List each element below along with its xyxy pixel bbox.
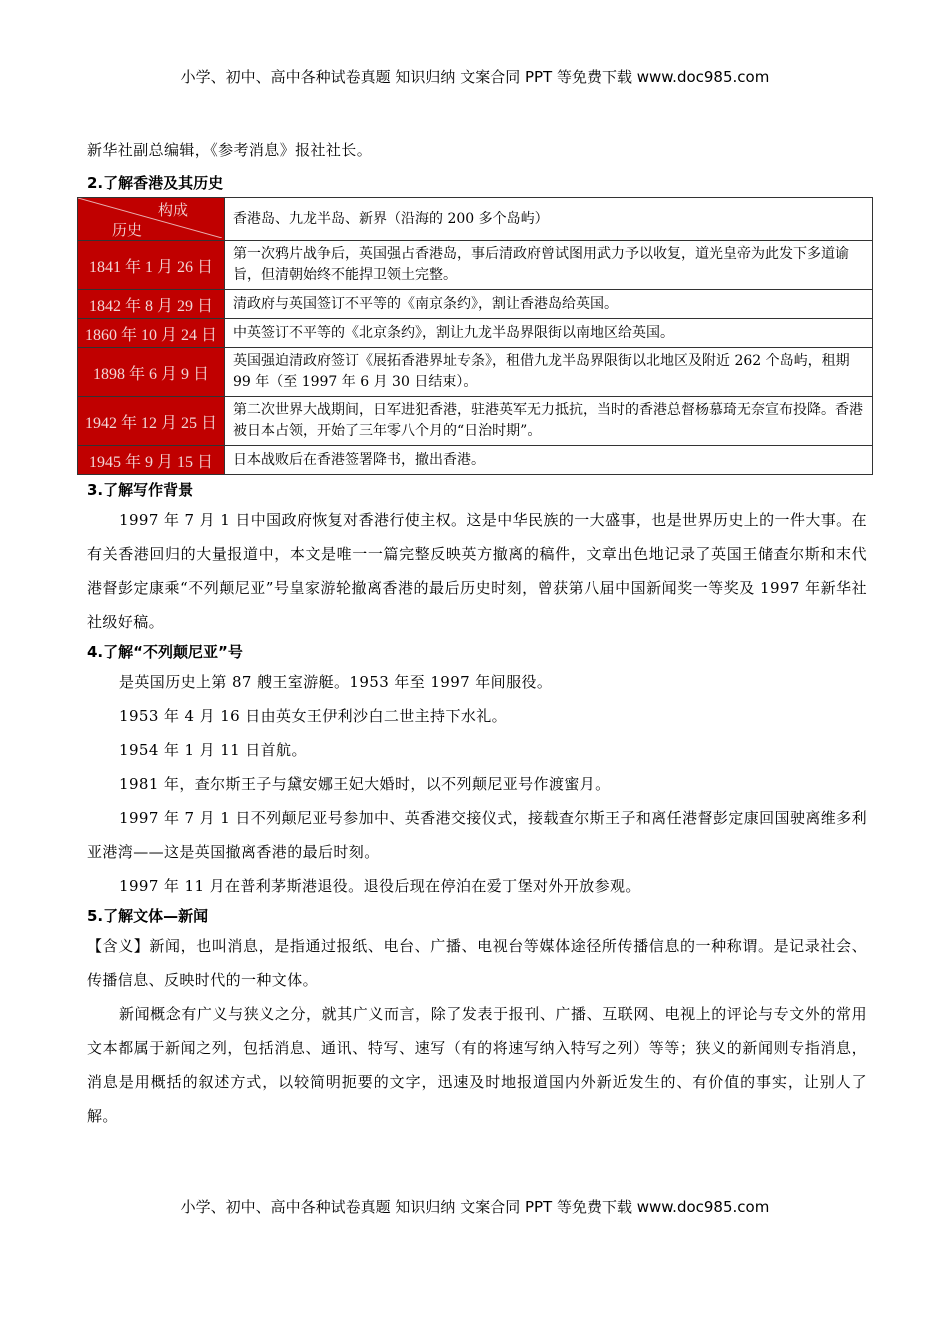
table-row (78, 446, 873, 475)
section-4-title: 4.了解“不列颠尼亚”号 (87, 643, 243, 661)
section-2-title: 2.了解香港及其历史 (87, 174, 224, 192)
section-3-title: 3.了解写作背景 (87, 481, 194, 499)
date-cell: 1942 年 12 月 25 日 (78, 397, 225, 446)
britannia-paragraph: 1997 年 7 月 1 日不列颠尼亚号参加中、英香港交接仪式，接载查尔斯王子和离任港督彭定康回国驶离维多利亚港湾——这是英国撤离香港的最后时刻。 (87, 809, 867, 861)
table-row (78, 348, 873, 397)
date-cell: 1898 年 6 月 9 日 (78, 348, 225, 397)
composition-cell: 香港岛、九龙半岛、新界（沿海的 200 多个岛屿） (225, 198, 873, 241)
table-corner-cell (78, 198, 225, 241)
britannia-paragraph: 1997 年 11 月在普利茅斯港退役。退役后现在停泊在爱丁堡对外开放参观。 (119, 877, 641, 895)
corner-label-bottom: 历史 (112, 221, 143, 239)
date-cell: 1860 年 10 月 24 日 (78, 319, 225, 348)
date-cell: 1945 年 9 月 15 日 (78, 446, 225, 475)
event-cell: 英国强迫清政府签订《展拓香港界址专条》，租借九龙半岛界限街以北地区及附近 262 个岛屿，租期 99 年（至 1997 年 6 月 30 日结束）。 (225, 348, 873, 397)
event-cell: 第二次世界大战期间，日军进犯香港，驻港英军无力抵抗，当时的香港总督杨慕琦无奈宣布投降。香港被日本占领，开始了三年零八个月的“日治时期”。 (225, 397, 873, 446)
section-3-paragraph: 1997 年 7 月 1 日中国政府恢复对香港行使主权。这是中华民族的一大盛事，也是世界历史上的一件大事。在有关香港回归的大量报道中，本文是唯一一篇完整反映英方撤离的稿件，文章出色地记录了英国王储查尔斯和末代港督彭定康乘“不列颠尼亚”号皇家游轮撤离香港的最后历史时刻，曾获第八届中国新闻奖一等奖及 1997 年新华社社级好稿。 (87, 511, 867, 631)
corner-label-top: 构成 (157, 201, 188, 219)
news-concept-paragraph: 新闻概念有广义与狭义之分，就其广义而言，除了发表于报刊、广播、互联网、电视上的评论与专文外的常用文本都属于新闻之列，包括消息、通讯、特写、速写（有的将速写纳入特写之列）等等；狭义的新闻则专指消息，消息是用概括的叙述方式，以较简明扼要的文字，迅速及时地报道国内外新近发生的、有价值的事实，让别人了解。 (87, 1005, 867, 1125)
event-cell: 清政府与英国签订不平等的《南京条约》，割让香港岛给英国。 (225, 290, 873, 319)
document-body (84, 0, 867, 1133)
diagonal-divider-icon (78, 198, 222, 238)
intro-line: 新华社副总编辑，《参考消息》报社社长。 (87, 141, 373, 159)
event-cell: 中英签订不平等的《北京条约》，割让九龙半岛界限街以南地区给英国。 (225, 319, 873, 348)
britannia-paragraph: 1981 年，查尔斯王子与黛安娜王妃大婚时，以不列颠尼亚号作渡蜜月。 (119, 775, 611, 793)
section-5-title: 5.了解文体—新闻 (87, 907, 209, 925)
britannia-paragraph: 是英国历史上第 87 艘王室游艇。1953 年至 1997 年间服役。 (119, 673, 553, 691)
news-definition: 【含义】新闻，也叫消息，是指通过报纸、电台、广播、电视台等媒体途径所传播信息的一种称谓。是记录社会、传播信息、反映时代的一种文体。 (87, 937, 867, 989)
event-cell: 第一次鸦片战争后，英国强占香港岛，事后清政府曾试图用武力予以收复，道光皇帝为此发下多道谕旨，但清朝始终不能捍卫领土完整。 (225, 241, 873, 290)
date-cell: 1842 年 8 月 29 日 (78, 290, 225, 319)
event-cell: 日本战败后在香港签署降书，撤出香港。 (225, 446, 873, 475)
hongkong-history-table (77, 197, 873, 475)
table-row (78, 241, 873, 290)
table-row (78, 198, 873, 241)
table-row (78, 397, 873, 446)
britannia-paragraph: 1953 年 4 月 16 日由英女王伊利沙白二世主持下水礼。 (119, 707, 508, 725)
date-cell: 1841 年 1 月 26 日 (78, 241, 225, 290)
table-row (78, 290, 873, 319)
page-footer: 小学、初中、高中各种试卷真题 知识归纳 文案合同 PPT 等免费下载 www.doc985.com (180, 1198, 770, 1216)
britannia-paragraph: 1954 年 1 月 11 日首航。 (119, 741, 307, 759)
table-row (78, 319, 873, 348)
page-header: 小学、初中、高中各种试卷真题 知识归纳 文案合同 PPT 等免费下载 www.doc985.com (180, 68, 770, 86)
